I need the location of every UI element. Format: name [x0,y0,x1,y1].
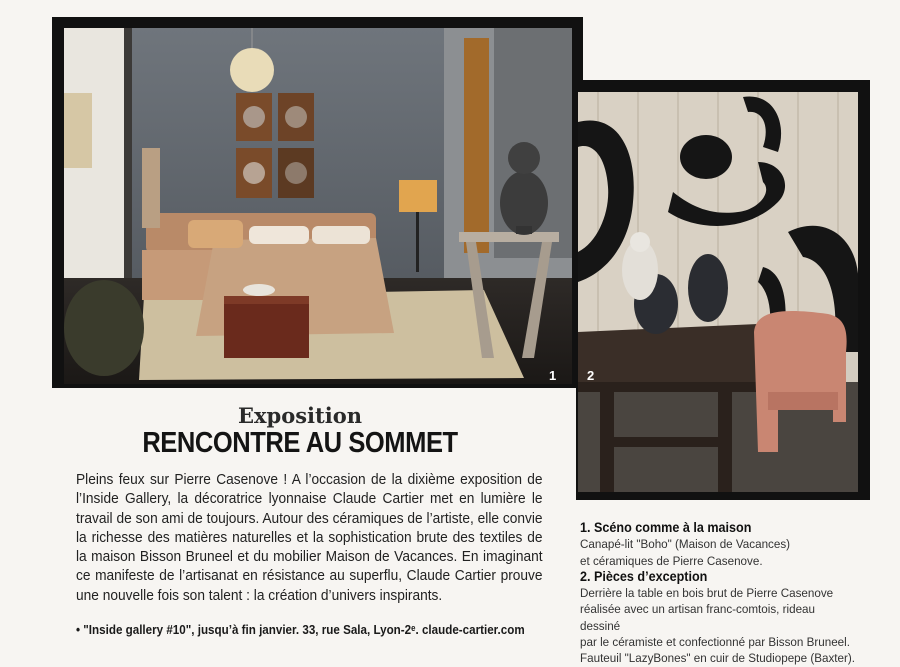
dining-illustration [578,92,858,492]
article-headline: RENCONTRE AU SOMMET [142,427,458,459]
bedroom-illustration [64,28,572,384]
article-body: Pleins feux sur Pierre Casenove ! A l’occasion de la dixième exposition de l’Inside Gallery, la décoratrice lyonnaise Claude Cartier met en lumière le travail de son ami de toujours. Autour des céramiques de l’artiste, elle convie la richesse des matières naturelles et la sophistication brute des textiles de la maison Bisson Bruneel et du mobilier Maison de Vacances. En imaginant ce manifeste de l’artisanat en résistance au superflu, Claude Cartier prouve une nouvelle fois son talent : la création d’univers inspirants. [76,472,543,604]
photo-dining-scene [578,92,858,492]
caption-1-line: et céramiques de Pierre Casenove. [580,553,763,568]
caption-1-title: 1. Scéno comme à la maison [580,520,752,535]
photo-number-1: 1 [549,368,557,383]
exhibition-info: • "Inside gallery #10", jusqu’à fin janvier. 33, rue Sala, Lyon-2ᵉ. claude-cartier.com [76,623,525,637]
caption-2-line: réalisée avec un artisan franc-comtois, rideau dessiné [580,602,815,633]
photo-number-2: 2 [587,368,595,383]
caption-2-line: Fauteuil "LazyBones" en cuir de Studiopepe (Baxter). [580,651,856,666]
caption-1-line: Canapé-lit "Boho" (Maison de Vacances) [580,537,791,552]
photo-captions [580,520,857,667]
article-kicker: Exposition [238,403,362,428]
caption-2-line: Derrière la table en bois brut de Pierre Casenove [580,586,834,601]
caption-2-line: par le céramiste et confectionné par Bisson Bruneel. [580,635,850,650]
caption-2-title: 2. Pièces d’exception [580,568,708,584]
photo-bedroom-scene [64,28,572,384]
